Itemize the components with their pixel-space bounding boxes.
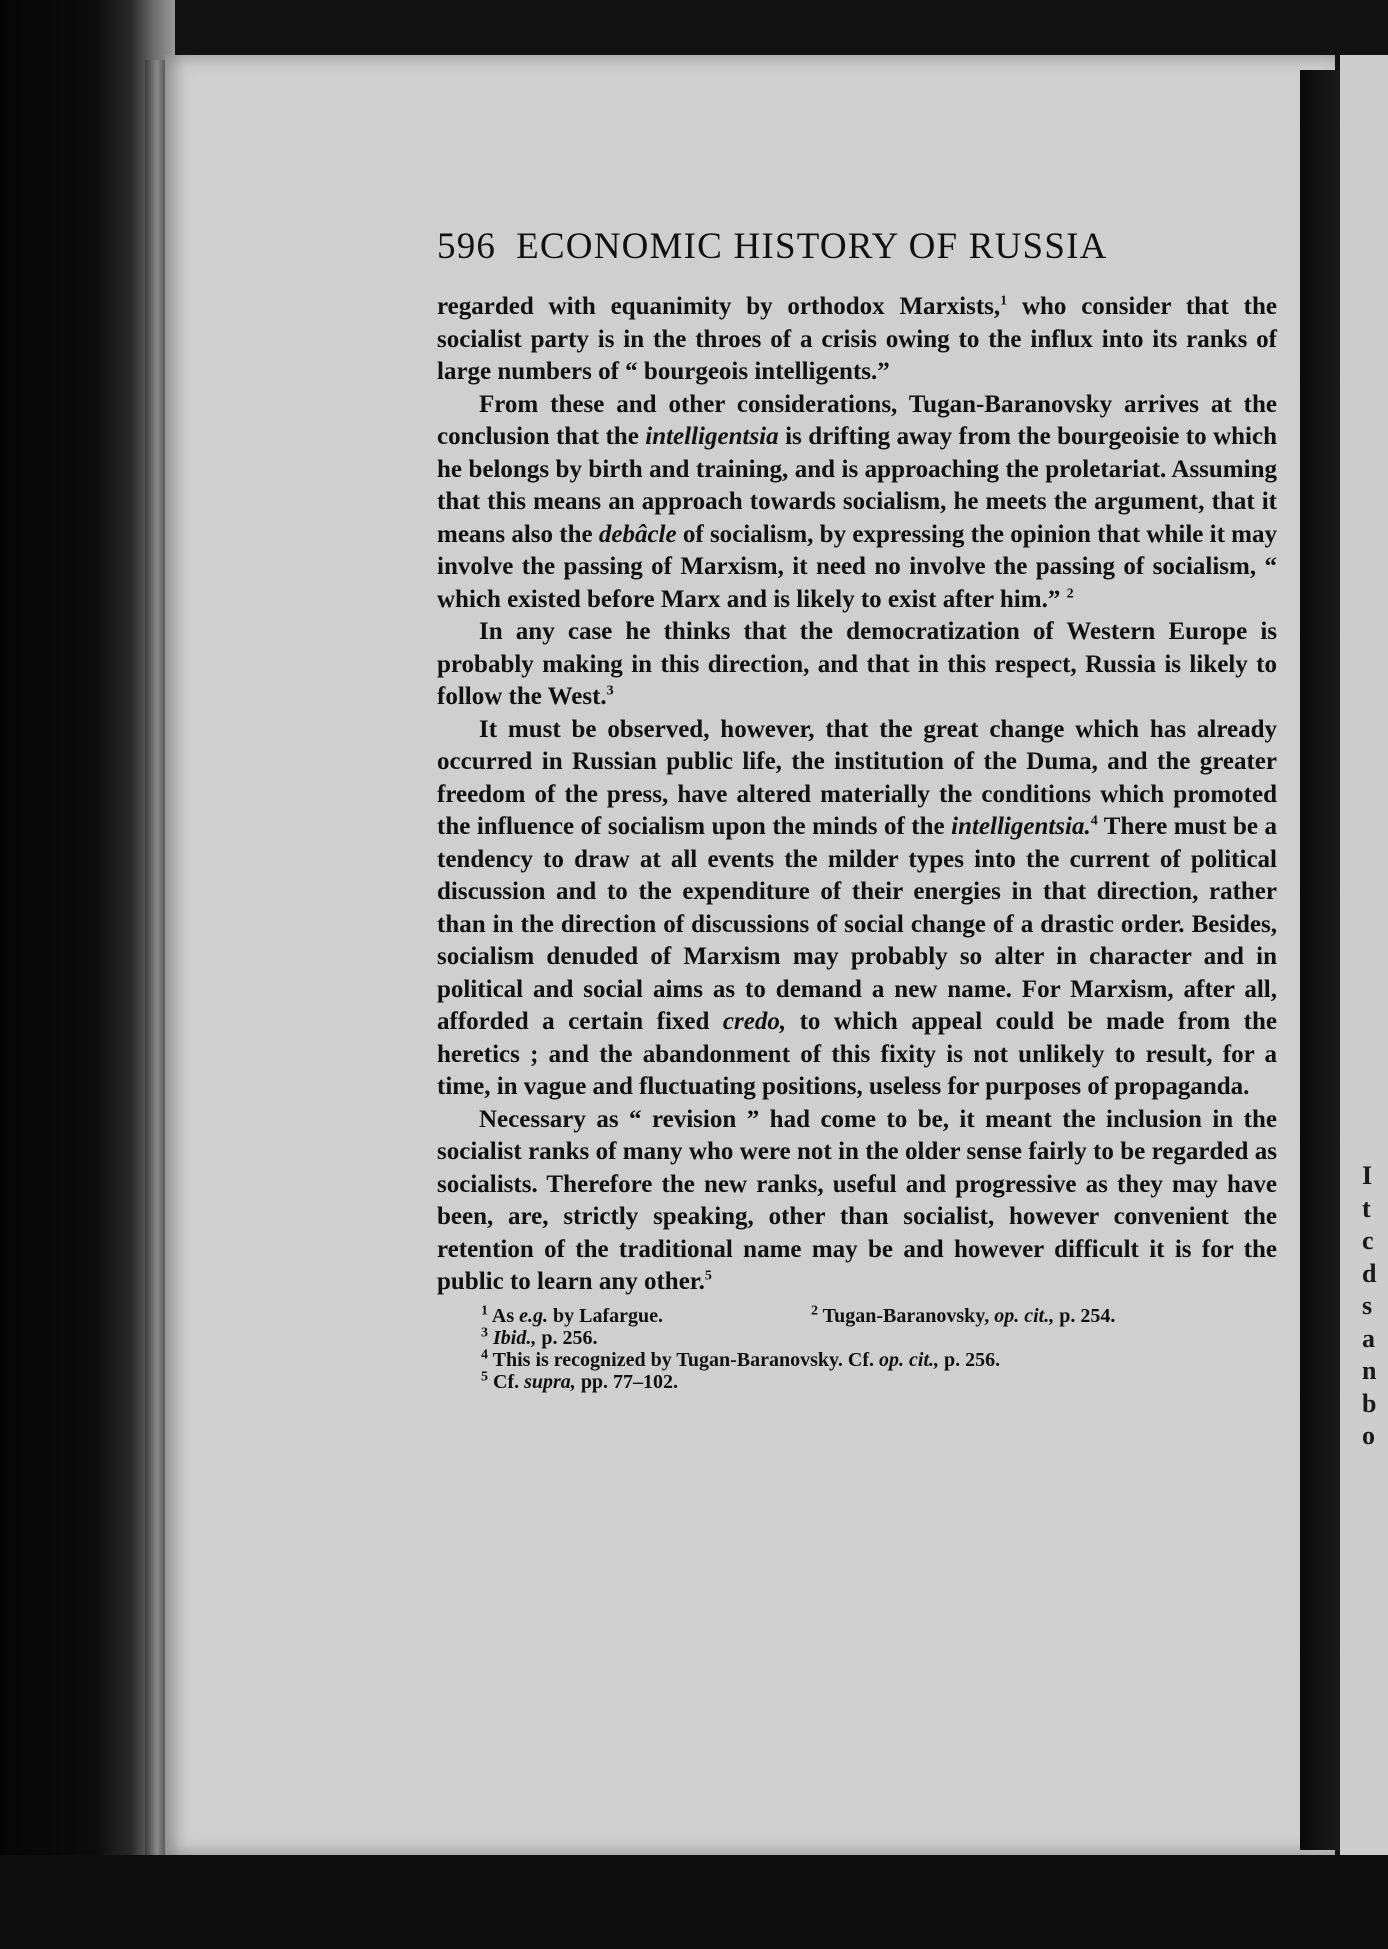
footnote-marker: 3 <box>481 1324 488 1340</box>
footnote-row <box>481 1302 1277 1327</box>
italic-text: intelligentsia <box>645 423 779 450</box>
footnote-marker: 2 <box>1066 586 1074 602</box>
text-run: In any case he thinks that the democratization of Western Europe is probably making in this direction, and that in this respect, Russia is likely to follow the West. <box>437 618 1277 710</box>
text-run: Cf. <box>488 1370 525 1393</box>
body-text <box>437 291 1277 1299</box>
facing-page-letter: n <box>1362 1356 1377 1385</box>
scan-bottom-border <box>0 1855 1388 1949</box>
italic-text: credo, <box>722 1008 787 1035</box>
footnote-marker: 1 <box>481 1302 488 1318</box>
footnote-marker: 4 <box>1090 813 1098 829</box>
facing-page <box>1340 55 1388 1855</box>
italic-text: intelligentsia. <box>951 813 1091 840</box>
running-title: ECONOMIC HISTORY OF RUSSIA <box>516 226 1108 267</box>
text-run: Necessary as “ revision ” had come to be, it meant the inclusion in the socialist ranks of many who were not in the older sense fairly to be regarded as socialists. Therefore the new ranks, useful and progressive as they may have been, are, strictly speaking, other than socialist, however convenient the retention of the traditional name may be and however difficult it is for the public to learn any other. <box>437 1105 1277 1295</box>
facing-page-letter: s <box>1362 1291 1373 1320</box>
paragraph <box>437 291 1277 389</box>
text-run: p. 254. <box>1054 1304 1116 1327</box>
footnote-marker: 2 <box>811 1302 818 1318</box>
facing-page-letter: I <box>1362 1161 1373 1190</box>
text-run: p. 256. <box>939 1348 1001 1371</box>
italic-text: op. cit., <box>879 1348 940 1371</box>
facing-page-letter: o <box>1362 1421 1375 1450</box>
footnote-marker: 5 <box>704 1268 712 1284</box>
facing-page-letter: d <box>1362 1258 1377 1288</box>
text-run: of socialism, by expressing the opinion that while it may involve the passing of Marxism, it need no involve the passing of socialism, “ which existed before Marx and is likely to exist after him.” <box>437 520 1277 613</box>
italic-text: supra, <box>524 1370 576 1393</box>
italic-text: Ibid., <box>493 1326 537 1349</box>
text-run: From these and other considerations, Tugan-Baranovsky arrives at the conclusion that the <box>437 390 1277 450</box>
text-run: There must be a tendency to draw at all events the milder types into the current of political discussion and to the expenditure of their energies in that direction, rather than in the direction of discussions of social change of a drastic order. Besides, socialism denuded of Marxism may probably so alter in character and in political and social aims as to demand a new name. For Marxism, after all, afforded a certain fixed <box>437 813 1277 1035</box>
running-head <box>437 225 1277 269</box>
footnote-3 <box>481 1324 1277 1349</box>
paragraph <box>437 389 1277 617</box>
text-run: Tugan-Baranovsky, <box>818 1304 995 1327</box>
page-number: 596 <box>437 226 497 267</box>
footnote-marker: 4 <box>481 1346 488 1362</box>
facing-page-letter: a <box>1362 1323 1375 1353</box>
paragraph <box>437 714 1277 1104</box>
facing-page-letter: t <box>1362 1193 1371 1223</box>
paragraph <box>437 1104 1277 1299</box>
page-content <box>437 225 1277 1393</box>
footnotes <box>437 1302 1277 1393</box>
text-run: It must be observed, however, that the great change which has already occurred in Russian public life, the institution of the Duma, and the greater freedom of the press, have altered materially the conditions which promoted the influence of socialism upon the minds of the <box>437 715 1277 840</box>
footnote-marker: 1 <box>1000 293 1008 309</box>
text-run: who consider that the socialist party is in the throes of a crisis owing to the influx into its ranks of large numbers of “ bourgeois intelligents.” <box>437 293 1277 385</box>
paragraph <box>437 616 1277 714</box>
text-run: pp. 77–102. <box>575 1370 679 1393</box>
footnote-marker: 5 <box>481 1368 488 1384</box>
italic-text: e.g. <box>519 1304 549 1327</box>
facing-page-letter: c <box>1362 1226 1374 1255</box>
gutter-shadow <box>1300 70 1340 1850</box>
facing-page-letters <box>1362 1160 1388 1453</box>
text-run: is drifting away from the bourgeoisie to which he belongs by birth and training, and is approaching the proletariat. Assuming that this means an approach towards socialism, he meets the argument, that it means also the <box>437 423 1277 548</box>
text-run: to which appeal could be made from the heretics ; and the abandonment of this fixity is not unlikely to result, for a time, in vague and fluctuating positions, useless for purposes of propaganda. <box>437 1008 1277 1100</box>
text-run: by Lafargue. <box>548 1304 664 1327</box>
footnote-2 <box>811 1302 1116 1327</box>
text-run: p. 256. <box>536 1326 598 1349</box>
facing-page-letter: b <box>1362 1388 1377 1418</box>
footnote-marker: 3 <box>606 683 614 699</box>
footnote-1 <box>481 1302 811 1327</box>
text-run: As <box>488 1304 520 1327</box>
footnote-5 <box>481 1368 1277 1393</box>
italic-text: debâcle <box>598 520 677 548</box>
text-run: This is recognized by Tugan-Baranovsky. Cf. <box>488 1348 880 1371</box>
italic-text: op. cit., <box>994 1304 1055 1327</box>
footnote-4 <box>481 1346 1277 1371</box>
text-run: regarded with equanimity by orthodox Marxists, <box>437 293 1001 320</box>
